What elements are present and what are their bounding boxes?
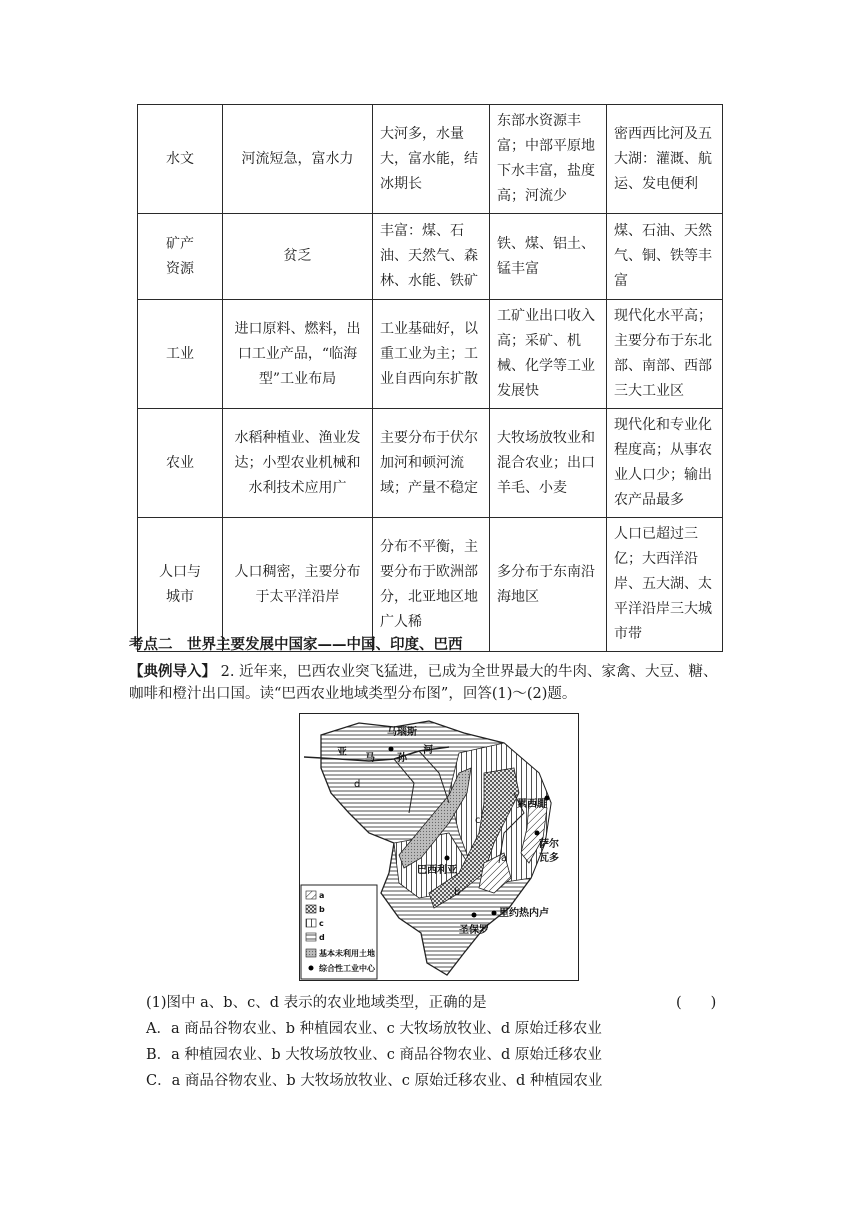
legend-c: c	[319, 919, 324, 928]
question-stem: (1)图中 a、b、c、d 表示的农业地域类型，正确的是	[146, 995, 487, 1011]
label-b: b	[454, 887, 461, 898]
table-cell: 丰富：煤、石油、天然气、森林、水能、铁矿	[373, 214, 490, 300]
label-recife: 累西腓	[517, 799, 547, 810]
legend-unused: 基本未利用土地	[319, 949, 375, 958]
table-cell: 煤、石油、天然气、铜、铁等丰富	[607, 214, 723, 300]
row-header-cell: 农业	[138, 409, 223, 518]
table-cell: 铁、煤、铝土、锰丰富	[490, 214, 607, 300]
city-manaus	[389, 747, 394, 752]
table-cell: 东部水资源丰富；中部平原地下水丰富，盐度高；河流少	[490, 105, 607, 214]
label-salvador-2: 瓦多	[539, 853, 559, 864]
brazil-agriculture-map	[299, 713, 579, 981]
label-river-mid: 马	[365, 753, 375, 764]
table-cell: 密西西比河及五大湖：灌溉、航运、发电便利	[607, 105, 723, 214]
table-row	[138, 105, 723, 214]
table-cell: 工矿业出口收入高；采矿、机械、化学等工业发展快	[490, 300, 607, 409]
table-cell: 进口原料、燃料，出口工业产品，“临海型”工业布局	[223, 300, 373, 409]
table-cell: 大河多，水量大，富水能，结冰期长	[373, 105, 490, 214]
table-cell: 水稻种植业、渔业发达；小型农业机械和水利技术应用广	[223, 409, 373, 518]
section-title: 考点二 世界主要发展中国家——中国、印度、巴西	[129, 637, 463, 653]
table-cell: 贫乏	[223, 214, 373, 300]
legend-industry: 综合性工业中心	[319, 964, 375, 973]
label-d: d	[354, 779, 361, 790]
label-river-right: 河	[423, 745, 433, 756]
option-c: C．a 商品谷物农业、b 大牧场放牧业、c 原始迁移农业、d 种植园农业	[146, 1073, 603, 1089]
table-cell: 多分布于东南沿海地区	[490, 518, 607, 652]
row-header-cell: 矿产 资源	[138, 214, 223, 300]
option-b: B．a 种植园农业、b 大牧场放牧业、c 商品谷物农业、d 原始迁移农业	[146, 1047, 602, 1063]
label-c: c	[475, 815, 481, 826]
table-cell: 分布不平衡，主要分布于欧洲部分，北亚地区地广人稀	[373, 518, 490, 652]
label-brasilia: 巴西利亚	[417, 865, 457, 876]
comparison-table	[137, 104, 723, 652]
label-river-left: 亚	[337, 747, 347, 758]
table-row	[138, 214, 723, 300]
label-river-sun: 孙	[397, 753, 407, 764]
table-cell: 工业基础好，以重工业为主；工业自西向东扩散	[373, 300, 490, 409]
label-a: a	[501, 853, 508, 864]
table-cell: 主要分布于伏尔加河和顿河流域；产量不稳定	[373, 409, 490, 518]
intro-text: 2. 近年来，巴西农业突飞猛进，已成为全世界最大的牛肉、家禽、大豆、糖、咖啡和橙汁出口国。读“巴西农业地域类型分布图”，回答(1)～(2)题。	[129, 664, 718, 702]
intro-paragraph	[129, 661, 729, 705]
map-legend	[301, 885, 377, 979]
intro-tag: 【典例导入】	[129, 664, 216, 680]
legend-a: a	[319, 891, 325, 900]
label-rio: 里约热内卢	[499, 908, 549, 919]
row-header-cell: 水文	[138, 105, 223, 214]
table-cell: 现代化水平高；主要分布于东北部、南部、西部三大工业区	[607, 300, 723, 409]
answer-bracket: ( )	[676, 995, 717, 1011]
table-cell: 人口稠密，主要分布于太平洋沿岸	[223, 518, 373, 652]
table-row	[138, 518, 723, 652]
table-cell: 大牧场放牧业和混合农业；出口羊毛、小麦	[490, 409, 607, 518]
table-cell: 现代化和专业化程度高；从事农业人口少；输出农产品最多	[607, 409, 723, 518]
city-brasilia	[445, 856, 450, 861]
label-manaus: 马瑙斯	[387, 727, 417, 738]
city-salvador	[535, 831, 540, 836]
row-header-cell: 工业	[138, 300, 223, 409]
label-saopaulo: 圣保罗	[459, 925, 489, 936]
table-row	[138, 300, 723, 409]
city-rio	[492, 911, 497, 916]
table-cell: 河流短急，富水力	[223, 105, 373, 214]
label-salvador-1: 萨尔	[539, 839, 559, 850]
table-cell: 人口已超过三亿；大西洋沿岸、五大湖、太平洋沿岸三大城市带	[607, 518, 723, 652]
city-saopaulo	[472, 913, 477, 918]
legend-b: b	[319, 905, 325, 914]
option-a: A．a 商品谷物农业、b 种植园农业、c 大牧场放牧业、d 原始迁移农业	[146, 1021, 602, 1037]
table-row	[138, 409, 723, 518]
legend-d: d	[319, 933, 325, 942]
row-header-cell: 人口与 城市	[138, 518, 223, 652]
